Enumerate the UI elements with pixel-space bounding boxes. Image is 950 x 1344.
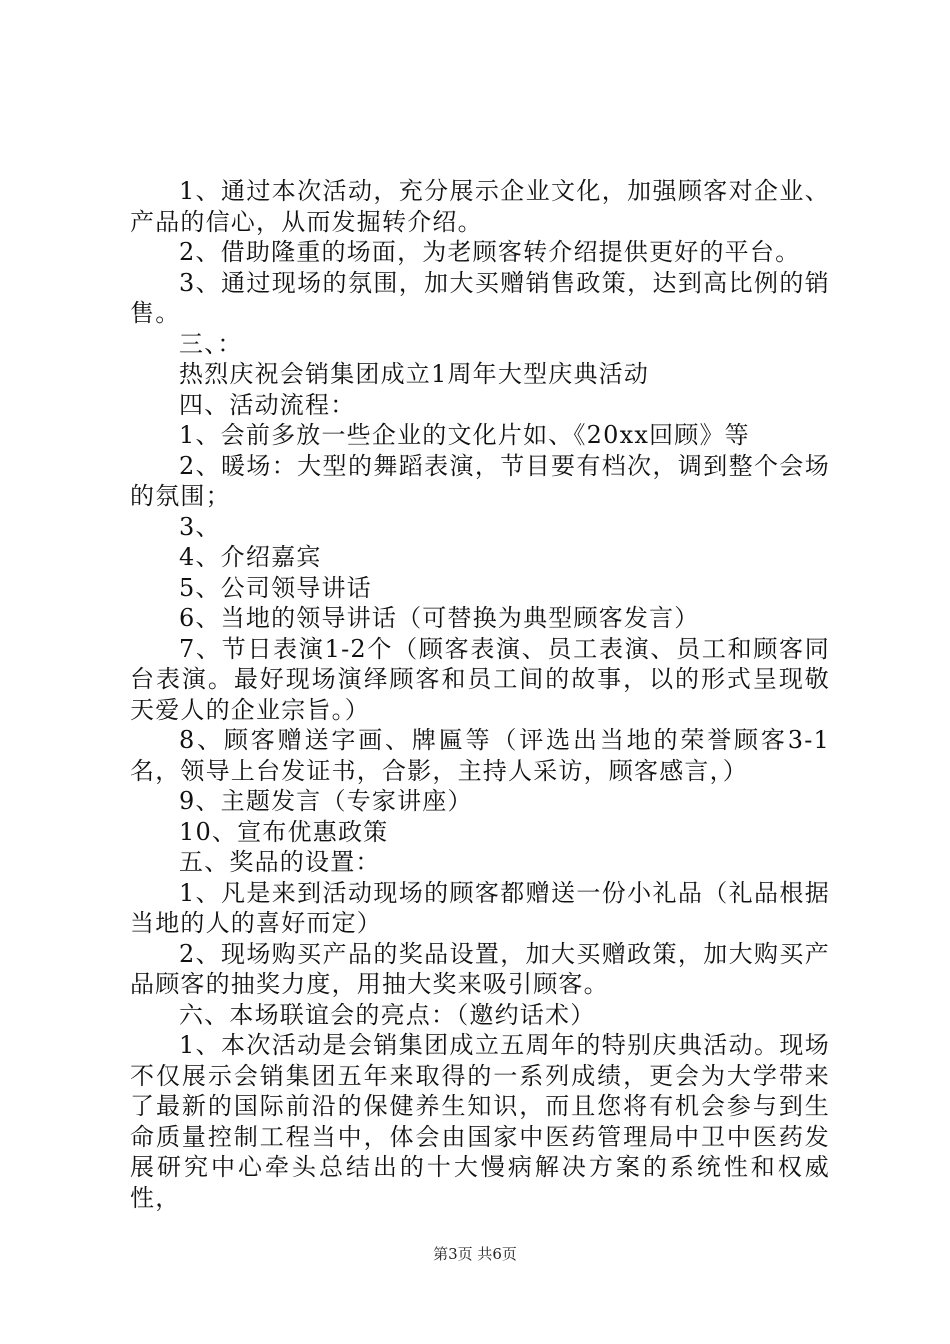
section-heading-3: 三、： [179, 329, 243, 358]
flow-item-2: 2、暖场：大型的舞蹈表演，节目要有档次，调到整个会场的氛围； [130, 451, 830, 510]
document-body [130, 176, 830, 1213]
flow-item-9: 9、主题发言（专家讲座） [179, 787, 473, 815]
section-heading-5: 五、奖品的设置： [179, 848, 381, 876]
flow-item-1: 1、会前多放一些企业的文化片如、《20xx回顾》等 [179, 421, 750, 449]
event-theme: 热烈庆祝会销集团成立1周年大型庆典活动 [179, 360, 650, 388]
page-number-label: 第3页 共6页 [433, 1245, 517, 1263]
flow-item-3: 3、 [179, 512, 221, 541]
page-footer [0, 1244, 950, 1264]
highlight-item-1: 1、本次活动是会销集团成立五周年的特别庆典活动。现场不仅展示会销集团五年来取得的一系列成绩，更会为大学带来了最新的国际前沿的保健养生知识，而且您将有机会参与到生命质量控制工程当中，体会由国家中医药管理局中卫中医药发展研究中心牵头总结出的十大慢病解决方案的系统性和权威性， [130, 1031, 830, 1212]
flow-item-8: 8、顾客赠送字画、牌匾等（评选出当地的荣誉顾客3-1名，领导上台发证书，合影，主持人采访，顾客感言，） [130, 726, 830, 785]
flow-item-6: 6、当地的领导讲话（可替换为典型顾客发言） [179, 604, 700, 632]
flow-item-5: 5、公司领导讲话 [179, 573, 372, 602]
paragraph-purpose-2: 2、借助隆重的场面，为老顾客转介绍提供更好的平台。 [179, 238, 801, 266]
flow-item-7: 7、节日表演1-2个（顾客表演、员工表演、员工和顾客同台表演。最好现场演绎顾客和员工间的故事，以的形式呈现敬天爱人的企业宗旨。） [130, 634, 830, 724]
paragraph-purpose-1: 1、通过本次活动，充分展示企业文化，加强顾客对企业、产品的信心，从而发掘转介绍。 [130, 177, 830, 236]
prize-item-2: 2、现场购买产品的奖品设置，加大买赠政策，加大购买产品顾客的抽奖力度，用抽大奖来吸引顾客。 [130, 939, 830, 998]
paragraph-purpose-3: 3、通过现场的氛围，加大买赠销售政策，达到高比例的销售。 [130, 268, 830, 327]
section-heading-4: 四、活动流程： [179, 390, 356, 419]
prize-item-1: 1、凡是来到活动现场的顾客都赠送一份小礼品（礼品根据当地的人的喜好而定） [130, 878, 830, 937]
flow-item-4: 4、介绍嘉宾 [179, 543, 322, 571]
section-heading-6: 六、本场联谊会的亮点：（邀约话术） [179, 1000, 596, 1029]
flow-item-10: 10、宣布优惠政策 [179, 817, 389, 846]
